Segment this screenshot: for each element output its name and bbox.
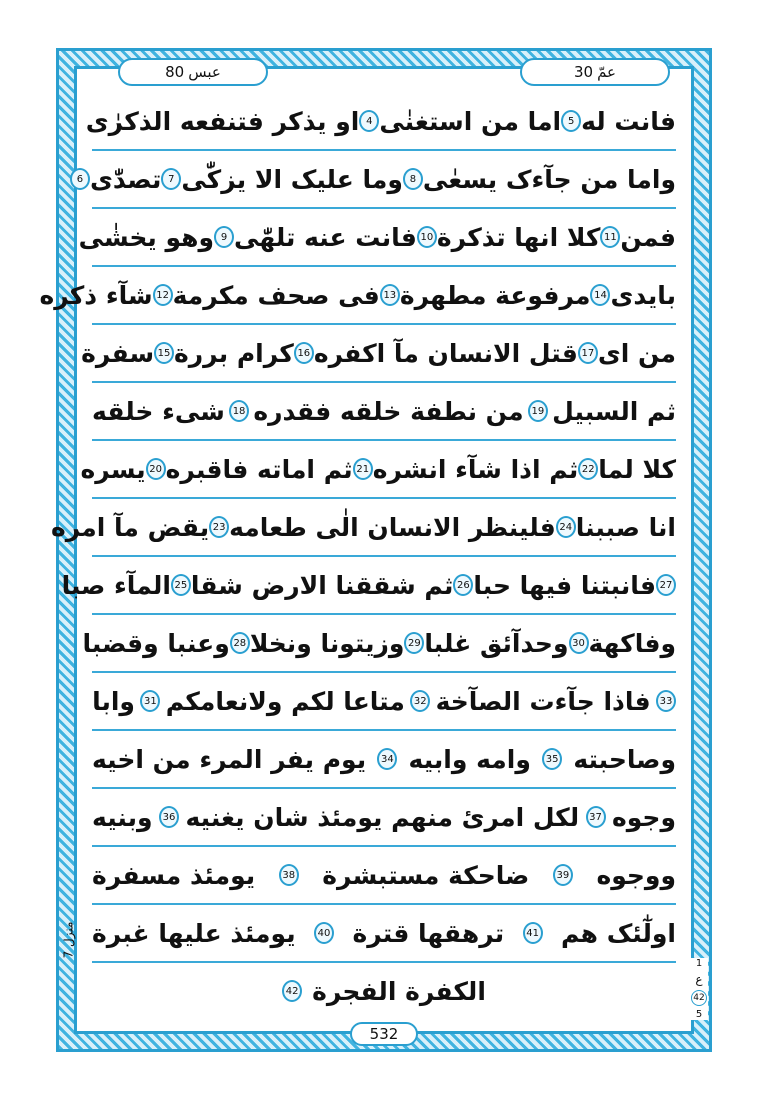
ayah-number-marker: 13 bbox=[380, 284, 400, 306]
verse-text: انا صببنا bbox=[575, 512, 676, 542]
ruku-circle-number: 42 bbox=[691, 990, 707, 1006]
ayah-number-marker: 26 bbox=[453, 574, 473, 596]
verse-text: فانت له bbox=[581, 106, 676, 136]
verse-text: کلا انها تذکرة bbox=[436, 222, 601, 252]
verse-text: وما علیک الا یزکّٰی bbox=[181, 164, 403, 194]
verse-text: فمن bbox=[620, 222, 676, 252]
verse-text: اولٰٓئک هم bbox=[561, 918, 676, 948]
verse-text: ووجوه bbox=[596, 860, 676, 890]
verse-line bbox=[85, 92, 676, 150]
verse-text: الکفرة الفجرة bbox=[312, 976, 486, 1006]
verse-line bbox=[92, 672, 676, 730]
verse-line bbox=[92, 962, 676, 1020]
ayah-number-marker: 18 bbox=[229, 400, 249, 422]
manzil-label: منزل 7 bbox=[61, 921, 75, 959]
verse-text: یسره bbox=[80, 454, 146, 484]
ayah-number-marker: 31 bbox=[140, 690, 160, 712]
page-number bbox=[350, 1022, 418, 1046]
verse-text: المآء صبا bbox=[61, 570, 171, 600]
ayah-number-marker: 25 bbox=[171, 574, 191, 596]
verse-text: بایدی bbox=[610, 280, 676, 310]
verse-text: وحدآئق غلبا bbox=[424, 628, 569, 658]
ayah-number-marker: 38 bbox=[279, 864, 299, 886]
ayah-number-marker: 4 bbox=[359, 110, 379, 132]
verse-text: یوم یفر المرء من اخیه bbox=[92, 744, 367, 774]
verse-text: یقض مآ امره bbox=[50, 512, 210, 542]
verse-text: یومئذ علیها غبرة bbox=[92, 918, 296, 948]
ayah-number-marker: 29 bbox=[404, 632, 424, 654]
verse-text: یومئذ مسفرة bbox=[92, 860, 256, 890]
verse-text: تصدّٰی bbox=[89, 164, 162, 194]
verse-text: متاعا لکم ولانعامکم bbox=[165, 686, 405, 716]
ruku-bottom-number: 5 bbox=[695, 1008, 703, 1020]
manzil-marker bbox=[60, 890, 76, 990]
verse-text: وبنیه bbox=[92, 802, 153, 832]
verse-text: فاذا جآءت الصآخة bbox=[435, 686, 651, 716]
ruku-marker bbox=[690, 958, 708, 1020]
verse-text: مرفوعة مطهرة bbox=[399, 280, 591, 310]
ayah-number-marker: 11 bbox=[600, 226, 620, 248]
ayah-number-marker: 42 bbox=[282, 980, 302, 1002]
ayah-number-marker: 24 bbox=[556, 516, 576, 538]
surah-name-pill bbox=[118, 58, 268, 86]
ruku-top-number: 1 bbox=[695, 958, 703, 969]
verse-line bbox=[92, 846, 676, 904]
ayah-number-marker: 20 bbox=[146, 458, 166, 480]
ayah-number-marker: 19 bbox=[528, 400, 548, 422]
verse-text: وابا bbox=[92, 686, 135, 716]
verse-text: فانبتنا فیها حبا bbox=[473, 570, 656, 600]
verse-text: شیء خلقه bbox=[92, 396, 225, 426]
ayah-number-marker: 16 bbox=[294, 342, 314, 364]
verse-text: وامه وابیه bbox=[408, 744, 531, 774]
para-number: 30 bbox=[573, 63, 594, 81]
verse-line bbox=[92, 730, 676, 788]
verse-text: سفرة bbox=[81, 338, 155, 368]
ayah-number-marker: 32 bbox=[410, 690, 430, 712]
para-name: عمّ bbox=[597, 63, 617, 81]
page-number-text: 532 bbox=[369, 1025, 399, 1043]
verse-text: فلینظر الانسان الٰی طعامه bbox=[229, 512, 556, 542]
verse-text: ترهقها قترة bbox=[352, 918, 505, 948]
ayah-number-marker: 15 bbox=[154, 342, 174, 364]
verse-text: اما من استغنٰی bbox=[379, 106, 562, 136]
surah-number: 80 bbox=[165, 63, 185, 81]
verse-line bbox=[61, 556, 676, 614]
verse-text: من نطفة خلقه فقدره bbox=[253, 396, 524, 426]
ayah-number-marker: 8 bbox=[403, 168, 423, 190]
verse-line bbox=[92, 904, 676, 962]
ayah-number-marker: 10 bbox=[417, 226, 437, 248]
ayah-number-marker: 6 bbox=[70, 168, 90, 190]
verse-text: وفاکهة bbox=[588, 628, 676, 658]
ayah-number-marker: 17 bbox=[578, 342, 598, 364]
ayah-number-marker: 41 bbox=[523, 922, 543, 944]
verse-text: وعنبا وقضبا bbox=[82, 628, 230, 658]
ayah-number-marker: 36 bbox=[159, 806, 179, 828]
ayah-number-marker: 33 bbox=[656, 690, 676, 712]
para-name-pill bbox=[520, 58, 670, 86]
verse-text: ثم شققنا الارض شقا bbox=[190, 570, 454, 600]
ayah-number-marker: 28 bbox=[230, 632, 250, 654]
ayah-number-marker: 14 bbox=[590, 284, 610, 306]
verse-line bbox=[81, 324, 676, 382]
verse-line bbox=[50, 498, 676, 556]
ayah-number-marker: 5 bbox=[561, 110, 581, 132]
verse-text: کلا لما bbox=[598, 454, 676, 484]
ayah-number-marker: 40 bbox=[314, 922, 334, 944]
verse-text: او یذکر فتنفعه الذکرٰی bbox=[85, 106, 360, 136]
verse-text: من ای bbox=[597, 338, 676, 368]
verse-text: شآء ذکره bbox=[39, 280, 153, 310]
ayah-number-marker: 7 bbox=[161, 168, 181, 190]
verse-text: وزیتونا ونخلا bbox=[249, 628, 405, 658]
verse-line bbox=[92, 788, 676, 846]
surah-name: عبس bbox=[188, 63, 221, 81]
ayah-number-marker: 22 bbox=[578, 458, 598, 480]
verse-text: فانت عنه تلهّٰی bbox=[234, 222, 417, 252]
ayah-number-marker: 34 bbox=[377, 748, 397, 770]
ayah-number-marker: 27 bbox=[656, 574, 676, 596]
verse-line bbox=[39, 266, 676, 324]
ayah-number-marker: 37 bbox=[586, 806, 606, 828]
verse-line bbox=[80, 440, 676, 498]
verse-text: فی صحف مکرمة bbox=[172, 280, 380, 310]
ayah-number-marker: 9 bbox=[214, 226, 234, 248]
ayah-number-marker: 12 bbox=[153, 284, 173, 306]
verse-line bbox=[78, 208, 676, 266]
verse-line bbox=[82, 614, 676, 672]
verse-text: ثم اذا شآء انشره bbox=[372, 454, 579, 484]
verse-text: ثم السبیل bbox=[552, 396, 676, 426]
verse-line bbox=[76, 150, 676, 208]
ayah-number-marker: 39 bbox=[553, 864, 573, 886]
verse-text: قتل الانسان مآ اکفره bbox=[313, 338, 578, 368]
verse-text: واما من جآءک یسعٰی bbox=[422, 164, 676, 194]
ayah-number-marker: 30 bbox=[569, 632, 589, 654]
verse-line bbox=[92, 382, 676, 440]
ruku-sign: ع bbox=[695, 972, 703, 987]
ayah-number-marker: 21 bbox=[353, 458, 373, 480]
ayah-number-marker: 35 bbox=[542, 748, 562, 770]
verse-text: ثم اماته فاقبره bbox=[165, 454, 353, 484]
verse-text: وصاحبته bbox=[573, 744, 676, 774]
verse-text: وجوه bbox=[612, 802, 676, 832]
verse-text: وهو یخشٰی bbox=[78, 222, 215, 252]
ayah-number-marker: 23 bbox=[209, 516, 229, 538]
verse-text: ضاحکة مستبشرة bbox=[322, 860, 530, 890]
verse-text: کرام بررة bbox=[174, 338, 294, 368]
verse-text: لکل امرئ منهم یومئذ شان یغنیه bbox=[185, 802, 580, 832]
